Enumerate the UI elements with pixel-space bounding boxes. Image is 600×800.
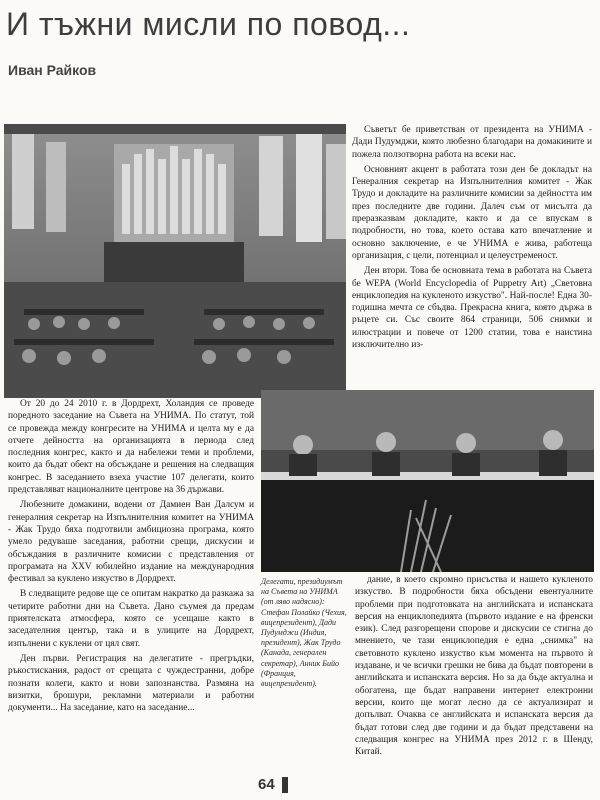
article-title: И тъжни мисли по повод...: [6, 6, 411, 42]
photo-assembly-hall: [4, 124, 346, 398]
article-paragraph: Основният акцент в работата този ден бе докладът на Генералния секретар на Изпълнителния комитет - Жак Трудо и докладите на различните комисии за дейността им през последните две години. Далеч съм от мисълта да преразказвам докладите, както и да се впускам в подробности, но това, което остава като впечатление и основно заключение, е че УНИМА е жива, работеща организация, с цели, потенциал и целеустременост.: [352, 164, 592, 261]
page-number-bar: [282, 777, 288, 793]
article-column-left: [8, 398, 254, 717]
assembly-hall-illustration: [4, 124, 346, 398]
article-column-bottom: [355, 574, 593, 761]
presidium-illustration: [261, 390, 594, 572]
article-paragraph: Любезните домакини, водени от Дамиен Ван Далсум и генералния секретар на Изпълнителния комитет на УНИМА - Жак Трудо бяха подготвили амбициозна програма, която умело редуваше заседания, работни срещи, дискусии и обсъждания в различните комисии с представления от програмата на XXV юбилейно издание на международния фестивал за куклено изкуство в Дордрехт.: [8, 500, 254, 585]
photo-caption: Делегати, президиумът на Съвета на УНИМА (от ляво надясно): Стефан Полайко (Чехия, вицепрезидент), Дади Пудумджи (Индия, президент), Жак Трудо (Канада, генерален секретар), Анник Бийо (Франция, вицепрезидент).: [261, 577, 347, 689]
article-paragraph: Ден втори. Това бе основната тема в работата на Съвета бе WEPA (World Encyclopedia of Puppetry Art) „Световна енциклопедия на кукленото изкуство". Най-после! Една 30-годишна мечта се сбъдва. Прекрасна книга, която държа в ръцете си. Със своите 864 страници, 506 снимки и илюстрации и повече от 1200 статии, това е наистина изключително из-: [352, 266, 592, 351]
article-author: Иван Райков: [8, 62, 97, 78]
article-paragraph: Съветът бе приветстван от президента на УНИМА - Дади Пудумджи, която любезно благодари на домакините и пожела ползотворна работа на всеки нас.: [352, 125, 592, 160]
article-paragraph: В следващите редове ще се опитам накратко да разкажа за четирите работни дни на Съвета. Дано съумея да предам приятелската атмосфера, която се усещаше както в заседателния център, така и в улиците на Дордрехт, изпълнени с куклени от цял свят.: [8, 589, 254, 649]
article-paragraph: От 20 до 24 2010 г. в Дордрехт, Холандия се проведе поредното заседание на Съвета на УНИМА. По статут, той се провежда между конгресите на УНИМА и целта му е да отчете дейността на организацията в периода след последния конгрес, както и да набележи теми и проблеми, които да бъдат обект на обсъждане и решения на следващия конгрес. В заседанието взеха участие 107 делегати, които представляват националните центрове на 36 държави.: [8, 399, 254, 496]
article-paragraph: Ден първи. Регистрация на делегатите - прегръдки, ръкостискания, радост от срещата с чуждестранни, добре познати колеги, както и нови запознанства. Размяна на визитки, брошури, рекламни материали и работни документи... На заседание, като на заседание...: [8, 653, 254, 714]
photo-presidium: [261, 390, 594, 572]
article-paragraph: дание, в което скромно присъства и нашето кукленото изкуство. В подробности бяха обсъдени евентуалните проблеми при подготовката на английската и испанската версия на енциклопедията (първото издание е на френски език). След разгорещени спорове и дискусии се стигна до мнението, че тази енциклопедия е една „снимка" на световното куклено изкуство към момента на първото ѝ издаване, и че всички грешки не бива да бъдат повторени в английската и испанската версия. Но за да бъде актуална и обогатена, ще бъдат направени интернет електронни версии, които ще могат лесно да се актуализират и допълват. Очаква се английската и испанската версия да бъдат готови след две години и да бъдат представени на следващия конгрес на УНИМА през 2012 г. в Шенду, Китай.: [355, 575, 593, 758]
page-number: 64: [258, 776, 275, 793]
article-column-right: [352, 124, 592, 354]
